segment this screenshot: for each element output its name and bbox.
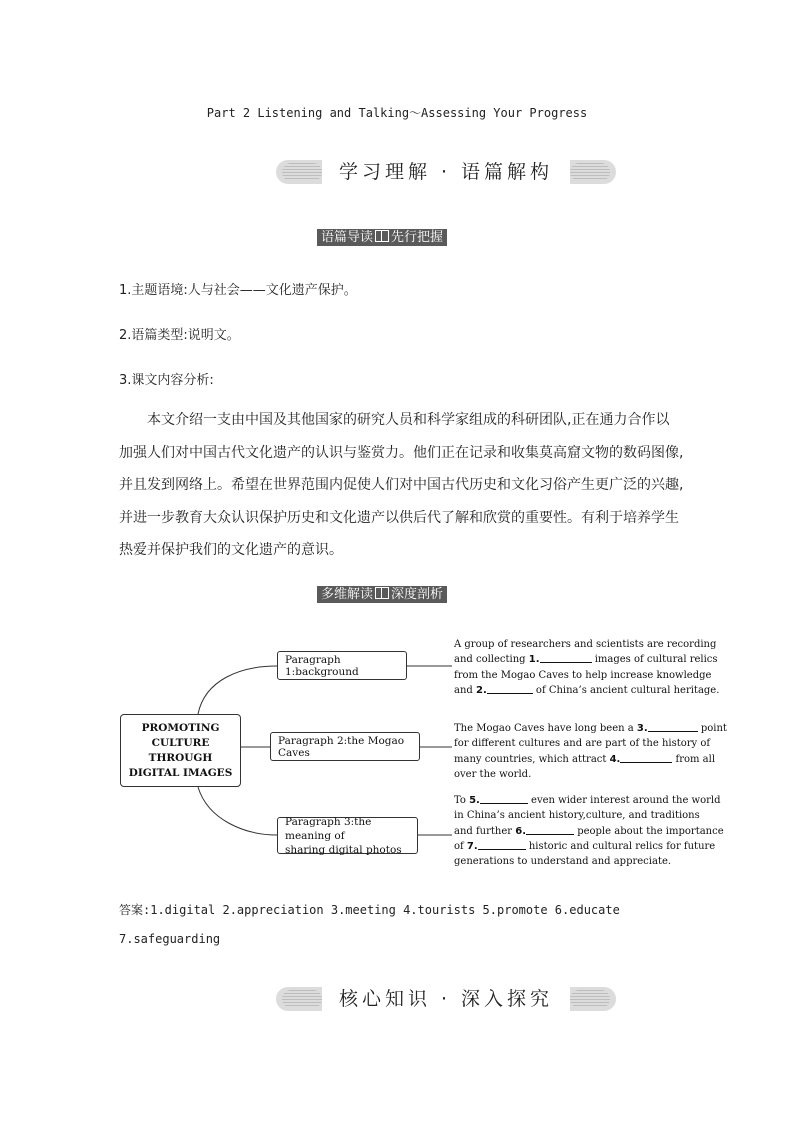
- mindmap-paragraph-2: Paragraph 2:the Mogao Caves: [270, 732, 420, 761]
- sub-label-reading-guide: 语篇导读 先行把握: [317, 229, 447, 246]
- intro-item-2: 2.语篇类型:说明文。: [119, 328, 240, 343]
- blank-4: [620, 752, 672, 763]
- banner-title: 核心知识 · 深入探究: [322, 985, 570, 1013]
- intro-item-1: 1.主题语境:人与社会——文化遗产保护。: [119, 283, 357, 298]
- mindmap-center-node: PROMOTING CULTURE THROUGH DIGITAL IMAGES: [120, 714, 241, 787]
- content-analysis-paragraph: 本文介绍一支由中国及其他国家的研究人员和科学家组成的科研团队,正在通力合作以 加强人们对中国古代文化遗产的认识与鉴赏力。他们正在记录和收集莫高窟文物的数码图像, 并且发到网络上。希望在世界范围内促使人们对中国古代历史和文化习俗产生更广泛的兴趣, 并进一步教育大众认识保护历史和文化遗产以供后代了解和欣赏的重要性。有利于培养学生 热爱并保护我们的文化遗产的意识。: [119, 412, 684, 558]
- part-title: Part 2 Listening and Talking～Assessing Your Progress: [206, 106, 588, 120]
- mindmap-desc-2: The Mogao Caves have long been a 3. point for different cultures and are part of the history of many countries, which attract 4. from all over the world.: [454, 723, 727, 780]
- blank-6: [526, 824, 574, 835]
- mindmap-paragraph-1: Paragraph 1:background: [277, 651, 407, 680]
- blank-5: [480, 793, 528, 804]
- mindmap-desc-1: A group of researchers and scientists are recording and collecting 1. images of cultural relics from the Mogao Caves to help increase knowledge and 2. of China’s ancient cultural heritage.: [454, 639, 720, 696]
- sub-label-deep-analysis: 多维解读 深度剖析: [317, 586, 447, 603]
- section-banner-core-knowledge: [276, 987, 616, 1011]
- blank-2: [487, 683, 533, 694]
- blank-1: [540, 652, 592, 663]
- mindmap-desc-3: To 5. even wider interest around the world in China’s ancient history,culture, and traditions and further 6. people about the importance of 7. historic and cultural relics for future generations to understand and appreciate.: [454, 795, 724, 868]
- blank-7: [478, 839, 526, 850]
- intro-item-3: 3.课文内容分析:: [119, 373, 214, 388]
- mindmap-paragraph-3: Paragraph 3:the meaning of sharing digital photos: [277, 817, 418, 854]
- blank-3: [648, 721, 698, 732]
- banner-stripes-left: [282, 990, 322, 1008]
- banner-title: 学习理解 · 语篇解构: [322, 158, 570, 186]
- answers-line-2: 7.safeguarding: [119, 932, 221, 946]
- banner-stripes-right: [570, 990, 610, 1008]
- answers-line-1: 答案:1.digital 2.appreciation 3.meeting 4.tourists 5.promote 6.educate: [119, 903, 620, 917]
